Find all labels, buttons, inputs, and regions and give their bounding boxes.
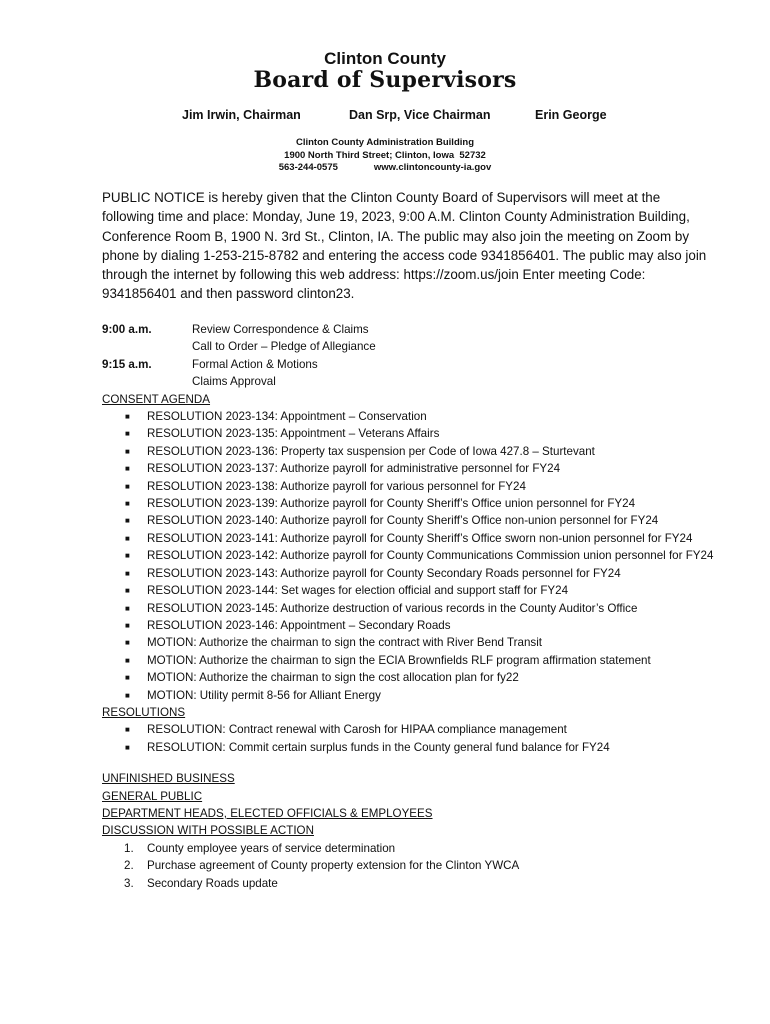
list-item-text: RESOLUTION: Commit certain surplus funds in the County general fund balance for FY24: [147, 740, 610, 754]
schedule-time: [102, 338, 192, 355]
list-item: [102, 652, 714, 669]
list-item: [102, 582, 714, 599]
list-number: 1.: [124, 841, 134, 855]
bullet-icon: ■: [125, 586, 130, 596]
bullet-icon: ■: [125, 499, 130, 509]
list-item-text: RESOLUTION 2023-143: Authorize payroll for County Secondary Roads personnel for FY24: [147, 566, 621, 580]
schedule-row: [102, 338, 714, 355]
schedule-row: [102, 373, 714, 390]
discussion-list: [102, 840, 714, 892]
bullet-icon: ■: [125, 620, 130, 630]
bullet-icon: ■: [125, 551, 130, 561]
list-item: [102, 875, 714, 892]
list-item: [102, 547, 714, 564]
list-item: [102, 530, 714, 547]
list-item-text: RESOLUTION 2023-140: Authorize payroll for County Sheriff’s Office non-union personnel for FY24: [147, 514, 659, 528]
list-item: [102, 857, 714, 874]
schedule-item: Claims Approval: [192, 375, 276, 389]
agenda-body: [102, 321, 714, 892]
list-item-text: County employee years of service determination: [147, 841, 396, 855]
section-spacer: [102, 756, 714, 770]
bullet-icon: ■: [125, 412, 130, 422]
schedule-time: 9:15 a.m.: [102, 357, 152, 371]
phone-number: 563-244-0575: [278, 162, 338, 173]
schedule-time: [102, 373, 192, 390]
list-item-text: RESOLUTION 2023-138: Authorize payroll for various personnel for FY24: [147, 479, 526, 493]
list-item: [102, 495, 714, 512]
address-contact: [0, 162, 770, 173]
bullet-icon: ■: [125, 446, 130, 456]
bullet-icon: ■: [125, 638, 130, 648]
list-item: [102, 478, 714, 495]
bullet-icon: ■: [125, 533, 130, 543]
consent-agenda-list: [102, 408, 714, 704]
bullet-icon: ■: [125, 481, 130, 491]
schedule-item: Formal Action & Motions: [192, 357, 318, 371]
list-item-text: MOTION: Authorize the chairman to sign the cost allocation plan for fy22: [147, 671, 519, 685]
list-item-text: RESOLUTION 2023-145: Authorize destruction of various records in the County Auditor’s Office: [147, 601, 638, 615]
officer-member: Erin George: [535, 108, 607, 122]
bullet-icon: ■: [125, 655, 130, 665]
bullet-icon: ■: [125, 568, 130, 578]
list-item-text: RESOLUTION 2023-135: Appointment – Veterans Affairs: [147, 427, 440, 441]
discussion-heading: DISCUSSION WITH POSSIBLE ACTION: [102, 824, 314, 838]
list-item-text: MOTION: Authorize the chairman to sign the ECIA Brownfields RLF program affirmation statement: [147, 653, 651, 667]
schedule-row: [102, 356, 714, 373]
bullet-icon: ■: [125, 464, 130, 474]
list-item-text: RESOLUTION 2023-144: Set wages for election official and support staff for FY24: [147, 584, 569, 598]
address-building: Clinton County Administration Building: [295, 137, 474, 148]
website: www.clintoncounty-ia.gov: [373, 162, 492, 173]
list-item-text: RESOLUTION 2023-139: Authorize payroll for County Sheriff’s Office union personnel for FY24: [147, 497, 636, 511]
department-heads-heading: DEPARTMENT HEADS, ELECTED OFFICIALS & EMPLOYEES: [102, 806, 433, 820]
officer-vice-chairman: Dan Srp, Vice Chairman: [349, 108, 491, 122]
schedule-row: [102, 321, 714, 338]
list-item-text: MOTION: Utility permit 8-56 for Alliant Energy: [147, 688, 381, 702]
list-item-text: RESOLUTION 2023-142: Authorize payroll for County Communications Commission union personnel for FY24: [147, 549, 714, 563]
bullet-icon: ■: [125, 673, 130, 683]
bullet-icon: ■: [125, 690, 130, 700]
list-item: [102, 425, 714, 442]
schedule-time: 9:00 a.m.: [102, 323, 152, 336]
public-notice: PUBLIC NOTICE is hereby given that the Clinton County Board of Supervisors will meet at the following time and place: Monday, June 19, 2023, 9:00 A.M. Clinton County Administration Building, Conference Room B, 1900 N. 3rd St., Clinton, IA. The public may also join the meeting on Zoom by phone by dialing 1-253-215-8782 and entering the access code 9341856401. The public may also join through the internet by following this web address: https://zoom.us/join Enter meeting Code: 9341856401 and then password clinton23.: [102, 190, 707, 302]
county-name: Clinton County: [324, 49, 446, 68]
officer-chairman: Jim Irwin, Chairman: [182, 108, 301, 122]
list-item-text: RESOLUTION 2023-136: Property tax suspension per Code of Iowa 427.8 – Sturtevant: [147, 444, 595, 458]
list-item: [102, 565, 714, 582]
list-item-text: RESOLUTION 2023-137: Authorize payroll for administrative personnel for FY24: [147, 462, 561, 476]
list-item-text: RESOLUTION 2023-141: Authorize payroll for County Sheriff’s Office sworn non-union personnel for FY24: [147, 531, 693, 545]
list-number: 2.: [124, 859, 134, 873]
list-number: 3.: [124, 876, 134, 890]
list-item-text: RESOLUTION 2023-134: Appointment – Conservation: [147, 410, 427, 424]
list-item: [102, 840, 714, 857]
list-item: [102, 512, 714, 529]
list-item: [102, 617, 714, 634]
list-item-text: RESOLUTION: Contract renewal with Carosh for HIPAA compliance management: [147, 723, 567, 737]
list-item-text: Secondary Roads update: [147, 876, 278, 890]
list-item: [102, 739, 714, 756]
board-title: Board of Supervisors: [253, 67, 517, 93]
consent-agenda-heading: CONSENT AGENDA: [102, 392, 211, 406]
address-street: 1900 North Third Street; Clinton, Iowa 52732: [284, 150, 486, 161]
list-item: [102, 443, 714, 460]
list-item-text: RESOLUTION 2023-146: Appointment – Secondary Roads: [147, 618, 451, 632]
list-item: [102, 669, 714, 686]
resolutions-heading: RESOLUTIONS: [102, 705, 186, 719]
bullet-icon: ■: [125, 429, 130, 439]
bullet-icon: ■: [125, 603, 130, 613]
schedule: [102, 321, 714, 391]
list-item: [102, 408, 714, 425]
list-item-text: MOTION: Authorize the chairman to sign the contract with River Bend Transit: [147, 636, 542, 650]
bullet-icon: ■: [125, 516, 130, 526]
list-item: [102, 634, 714, 651]
list-item: [102, 460, 714, 477]
general-public-heading: GENERAL PUBLIC: [102, 789, 203, 803]
list-item: [102, 687, 714, 704]
list-item-text: Purchase agreement of County property extension for the Clinton YWCA: [147, 859, 520, 873]
unfinished-business-heading: UNFINISHED BUSINESS: [102, 772, 235, 786]
list-item: [102, 600, 714, 617]
bullet-icon: ■: [125, 742, 130, 752]
bullet-icon: ■: [125, 725, 130, 735]
schedule-item: Review Correspondence & Claims: [192, 323, 369, 336]
schedule-item: Call to Order – Pledge of Allegiance: [192, 340, 376, 354]
resolutions-list: [102, 721, 714, 756]
list-item: [102, 721, 714, 738]
